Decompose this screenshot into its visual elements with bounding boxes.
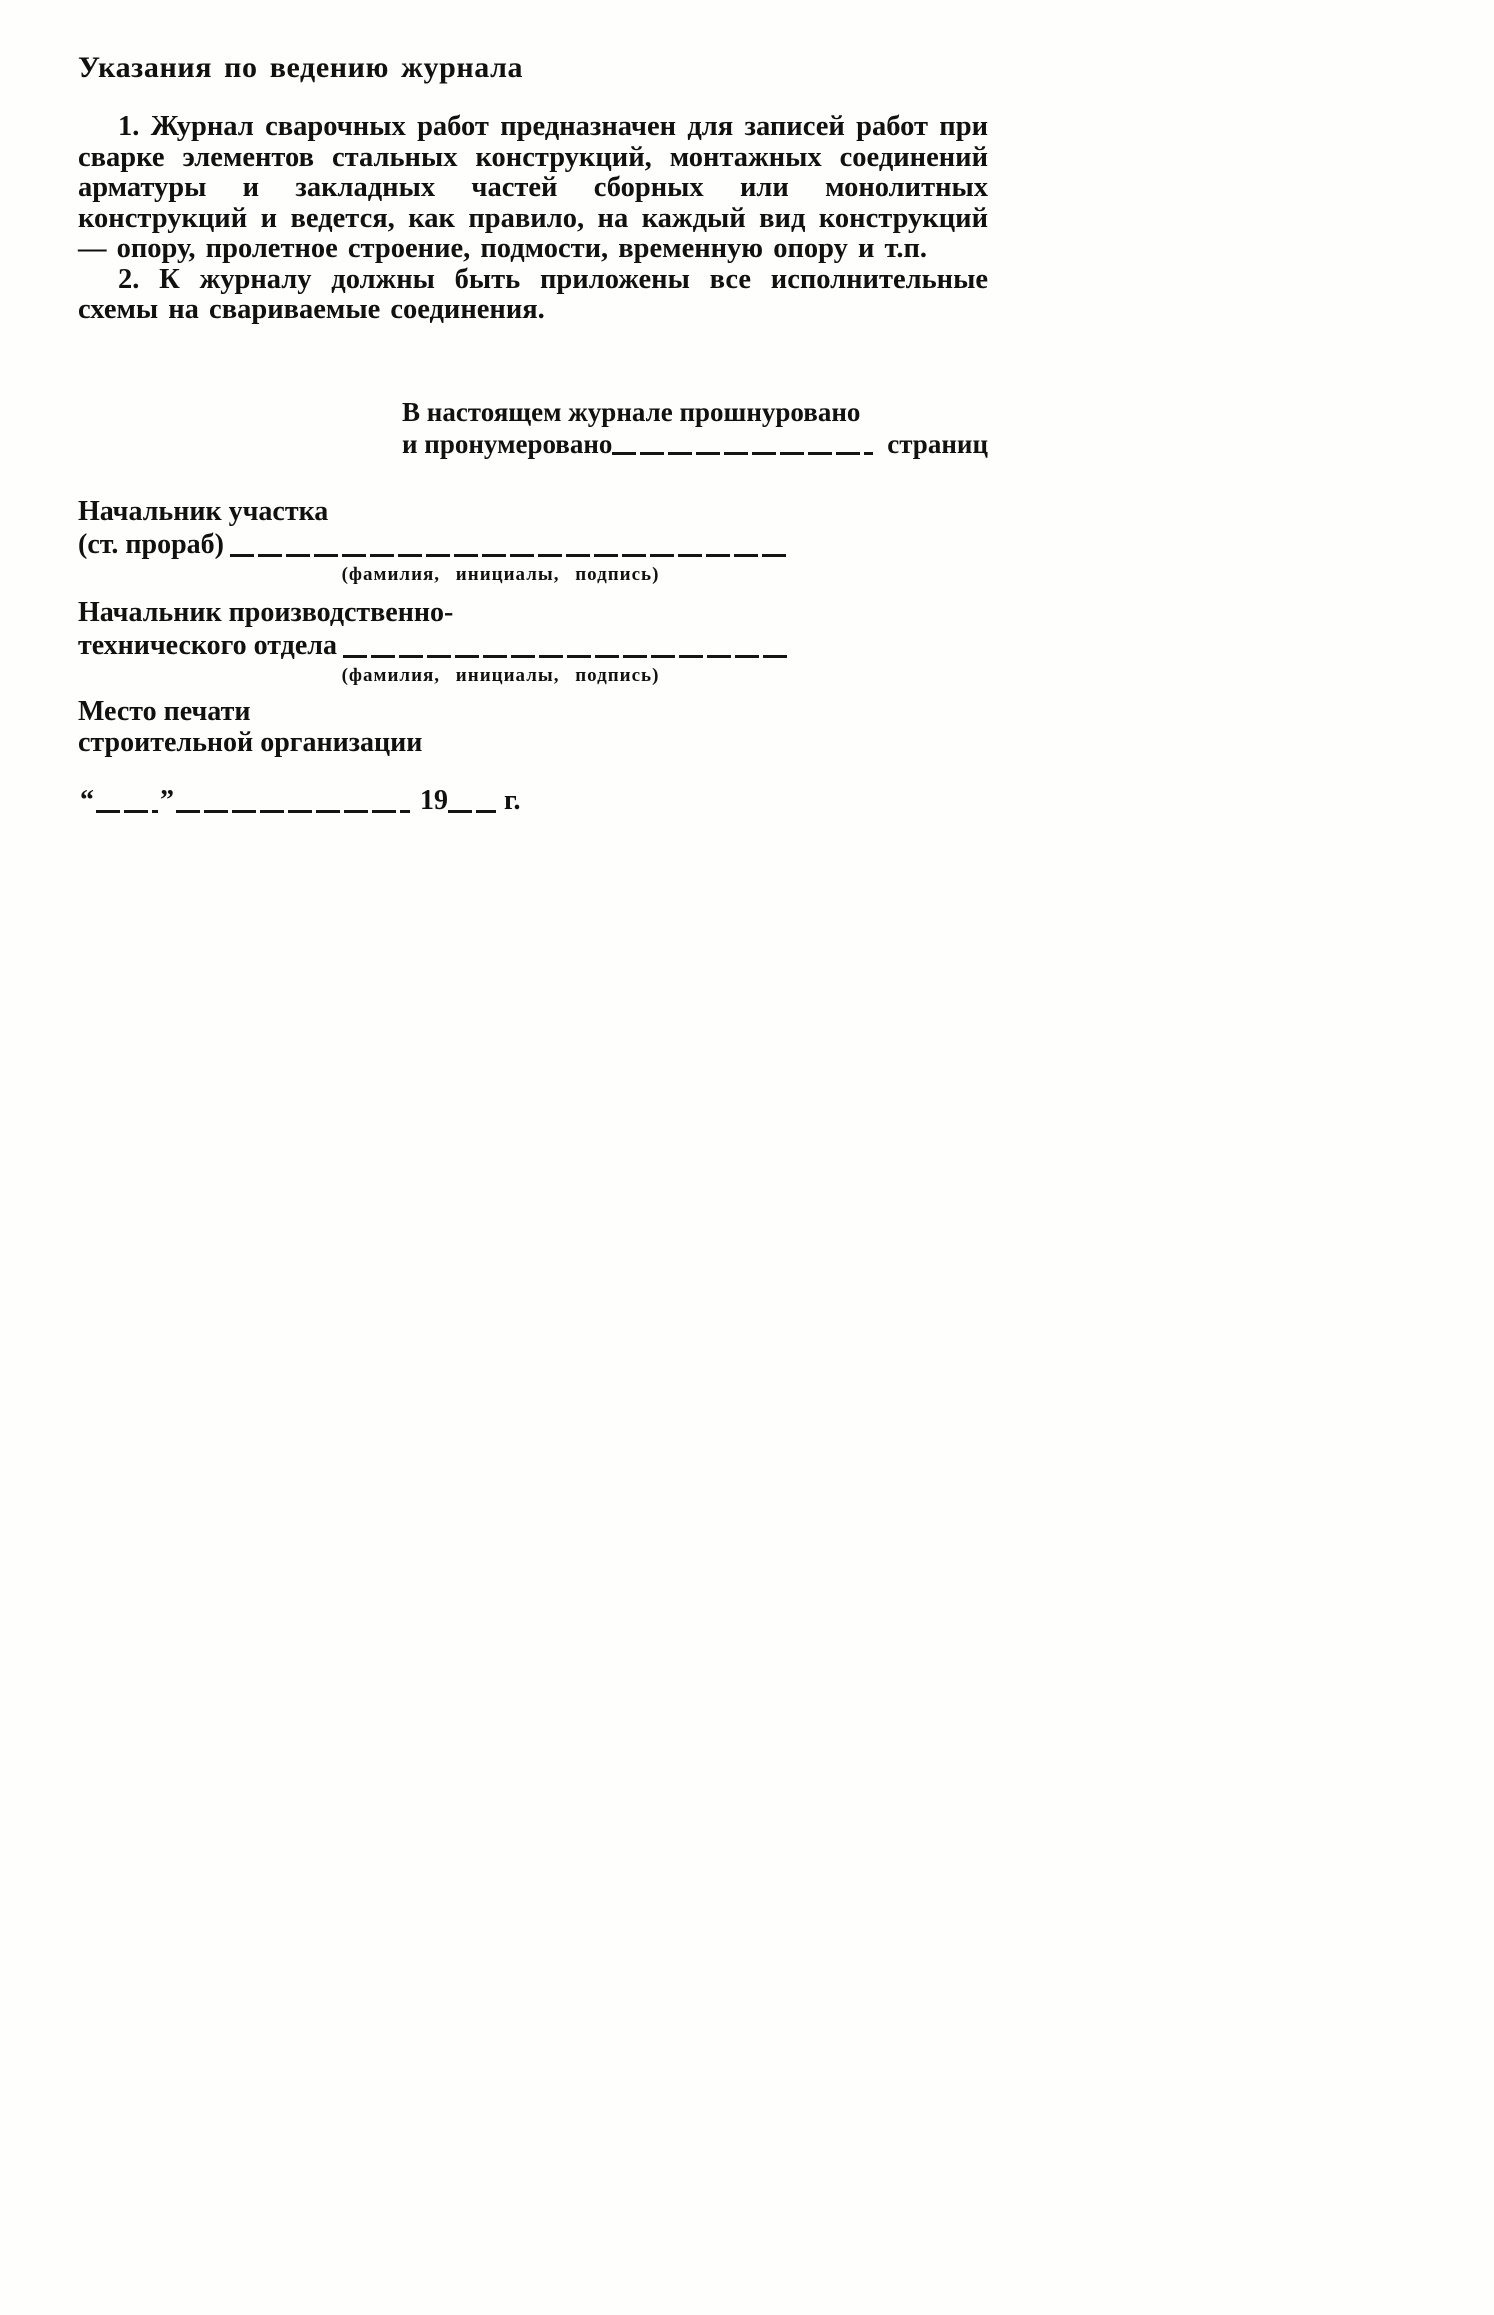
year-century-label: 19 [420, 784, 448, 816]
instructions-section [78, 112, 988, 326]
signature-title-line2: технического отдела [78, 629, 337, 661]
year-blank-line [448, 810, 496, 813]
open-quote: “ [80, 784, 94, 816]
signature-title-line1: Начальник участка [78, 495, 329, 527]
numbered-pages-label: и пронумеровано [402, 428, 613, 459]
signature-title-line2: (ст. прораб) [78, 528, 225, 560]
month-blank-line [176, 810, 410, 813]
numbered-pages-line2 [402, 428, 988, 460]
year-suffix-label: г. [504, 784, 521, 816]
numbered-pages-line1: В настоящем журнале прошнуровано [402, 396, 861, 427]
numbered-pages-block [402, 396, 988, 460]
page-content [78, 50, 988, 818]
date-line [78, 784, 988, 818]
day-blank-line [96, 810, 158, 813]
paragraph-2: 2. К журналу должны быть приложены все исполнительные схемы на свариваемые соединения. [78, 263, 988, 325]
stamp-note-line1: Место печати [78, 695, 251, 727]
signature-title-line2-row [78, 629, 790, 663]
signature-title-line2-row [78, 528, 790, 562]
paragraph-1: 1. Журнал сварочных работ предназначен для записей работ при сварке элементов стальных конструкций, монтажных соединений арматуры и закладных частей сборных или монолитных конструкций и ведется, как правило, на каждый вид конструкций — опору, пролетное строение, подмости, временную опору и т.п. [78, 111, 988, 264]
signature-blank-line [230, 554, 790, 557]
signature-block-site-manager [78, 496, 988, 587]
stamp-place-note [78, 696, 988, 758]
page-title: Указания по ведению журнала [78, 51, 524, 84]
pages-count-blank-line [612, 452, 873, 455]
signature-title-line1: Начальник производственно- [78, 596, 454, 628]
pages-unit-label: страниц [887, 428, 988, 459]
close-quote: ” [160, 784, 174, 816]
signature-caption: (фамилия, инициалы, подпись) [341, 563, 660, 585]
signature-caption: (фамилия, инициалы, подпись) [341, 664, 660, 686]
signature-block-technical-department [78, 597, 988, 688]
stamp-note-line2: строительной организации [78, 726, 423, 758]
signature-blank-line [343, 655, 790, 658]
